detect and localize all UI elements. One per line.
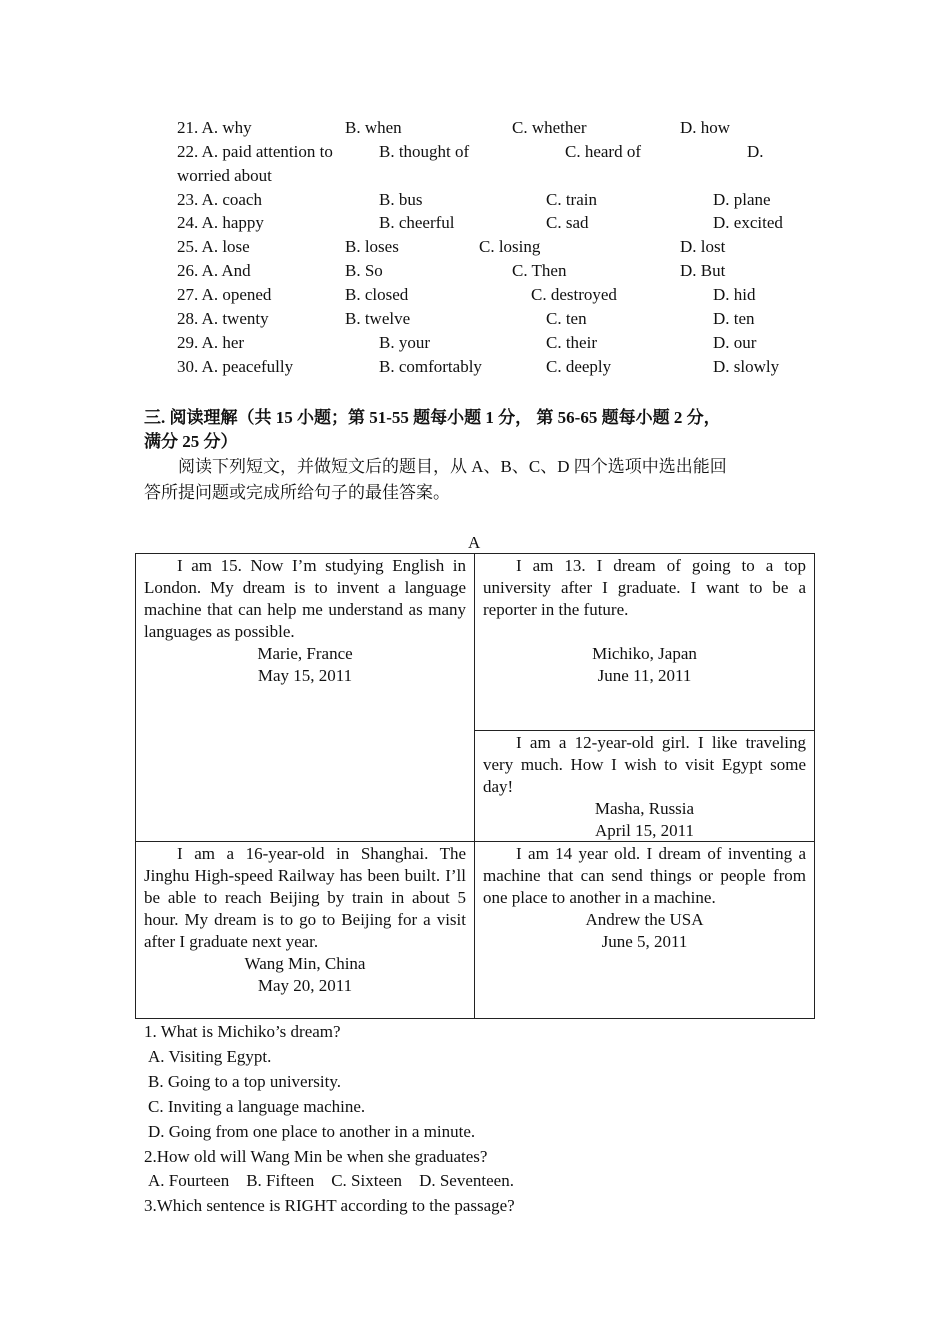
- q21-option-d: D. how: [680, 118, 731, 137]
- q26-option-a: 26. A. And: [177, 261, 251, 280]
- q21-option-c: C. whether: [512, 118, 587, 137]
- q27-option-a: 27. A. opened: [177, 285, 272, 304]
- section-instruction-continued: 答所提问题或完成所给句子的最佳答案。: [144, 483, 450, 502]
- andrew-text: I am 14 year old. I dream of inventing a machine that can send things or people from one place to another in a machine.: [483, 844, 806, 907]
- q29-option-c: C. their: [546, 333, 597, 352]
- table-border-bottom: [135, 1018, 815, 1019]
- q25-option-d: D. lost: [680, 237, 726, 256]
- q26-option-c: C. Then: [512, 261, 567, 280]
- masha-text: I am a 12-year-old girl. I like traveling very much. How I wish to visit Egypt some day!: [483, 733, 806, 796]
- q23-option-d: D. plane: [713, 190, 771, 209]
- q25-option-b: B. loses: [345, 237, 399, 256]
- michiko-name: Michiko, Japan: [592, 644, 697, 663]
- passage-label: A: [468, 533, 481, 552]
- q1-option-c: C. Inviting a language machine.: [148, 1097, 366, 1116]
- q26-option-d: D. But: [680, 261, 726, 280]
- wangmin-date: May 20, 2011: [257, 976, 353, 995]
- q21-option-a: 21. A. why: [177, 118, 252, 137]
- wangmin-name: Wang Min, China: [244, 954, 366, 973]
- q22-option-b: B. thought of: [379, 142, 470, 161]
- q2-option-d: D. Seventeen.: [419, 1171, 514, 1190]
- q1-stem: 1. What is Michiko’s dream?: [144, 1022, 341, 1041]
- q28-option-a: 28. A. twenty: [177, 309, 269, 328]
- q27-option-b: B. closed: [345, 285, 409, 304]
- andrew-date: June 5, 2011: [601, 932, 688, 951]
- q22-option-a: 22. A. paid attention to: [177, 142, 333, 161]
- q23-option-b: B. bus: [379, 190, 423, 209]
- q30-option-d: D. slowly: [713, 357, 780, 376]
- q25-option-a: 25. A. lose: [177, 237, 250, 256]
- cell-michiko: [475, 555, 814, 687]
- q24-option-c: C. sad: [546, 213, 589, 232]
- q30-option-c: C. deeply: [546, 357, 612, 376]
- q24-option-a: 24. A. happy: [177, 213, 264, 232]
- q2-options: [148, 1170, 514, 1192]
- table-divider-right: [475, 730, 815, 731]
- cell-andrew: [475, 843, 814, 953]
- cell-masha: [475, 732, 814, 842]
- q30-option-b: B. comfortably: [379, 357, 482, 376]
- q24-option-d: D. excited: [713, 213, 783, 232]
- masha-name: Masha, Russia: [594, 799, 695, 818]
- q29-option-b: B. your: [379, 333, 430, 352]
- masha-date: April 15, 2011: [594, 821, 694, 840]
- table-border-top: [135, 553, 815, 554]
- q1-option-d: D. Going from one place to another in a minute.: [148, 1122, 476, 1141]
- q28-option-d: D. ten: [713, 309, 755, 328]
- q21-option-b: B. when: [345, 118, 402, 137]
- q22-option-d: D.: [747, 142, 764, 161]
- marie-text: I am 15. Now I’m studying English in London. My dream is to invent a language machine that can help me understand as many languages as possible.: [144, 556, 466, 641]
- section-instruction: 阅读下列短文，并做短文后的题目，从 A、B、C、D 四个选项中选出能回: [178, 457, 727, 476]
- q28-option-b: B. twelve: [345, 309, 411, 328]
- marie-date: May 15, 2011: [257, 666, 353, 685]
- q2-stem: 2.How old will Wang Min be when she graduates?: [144, 1147, 488, 1166]
- andrew-name: Andrew the USA: [585, 910, 704, 929]
- q1-option-a: A. Visiting Egypt.: [148, 1047, 272, 1066]
- q2-option-c: C. Sixteen: [331, 1171, 403, 1190]
- cell-wangmin: [136, 843, 474, 997]
- q28-option-c: C. ten: [546, 309, 587, 328]
- q29-option-a: 29. A. her: [177, 333, 245, 352]
- section-heading: 三. 阅读理解（共 15 小题；第 51-55 题每小题 1 分， 第 56-65 题每小题 2 分，: [144, 408, 721, 427]
- michiko-date: June 11, 2011: [597, 666, 692, 685]
- cell-marie: [136, 555, 474, 687]
- q3-stem: 3.Which sentence is RIGHT according to the passage?: [144, 1196, 515, 1215]
- q24-option-b: B. cheerful: [379, 213, 455, 232]
- q23-option-a: 23. A. coach: [177, 190, 262, 209]
- q23-option-c: C. train: [546, 190, 597, 209]
- q1-option-b: B. Going to a top university.: [148, 1072, 341, 1091]
- q2-option-a: A. Fourteen: [148, 1171, 230, 1190]
- michiko-spacer: [483, 621, 806, 643]
- q2-option-b: B. Fifteen: [246, 1171, 315, 1190]
- q26-option-b: B. So: [345, 261, 383, 280]
- q22-option-c: C. heard of: [565, 142, 642, 161]
- michiko-text: I am 13. I dream of going to a top university after I graduate. I want to be a reporter in the future.: [483, 556, 806, 619]
- q22-option-d-continued: worried about: [177, 166, 272, 185]
- q25-option-c: C. losing: [479, 237, 541, 256]
- table-border-right: [814, 553, 815, 1019]
- q27-option-d: D. hid: [713, 285, 756, 304]
- q27-option-c: C. destroyed: [531, 285, 617, 304]
- q30-option-a: 30. A. peacefully: [177, 357, 294, 376]
- wangmin-text: I am a 16-year-old in Shanghai. The Jinghu High-speed Railway has been built. I’ll be able to reach Beijing by train in about 5 hour. My dream is to go to Beijing for a visit after I graduate next year.: [144, 844, 466, 951]
- section-heading-continued: 满分 25 分）: [144, 432, 238, 451]
- marie-name: Marie, France: [257, 644, 353, 663]
- q29-option-d: D. our: [713, 333, 757, 352]
